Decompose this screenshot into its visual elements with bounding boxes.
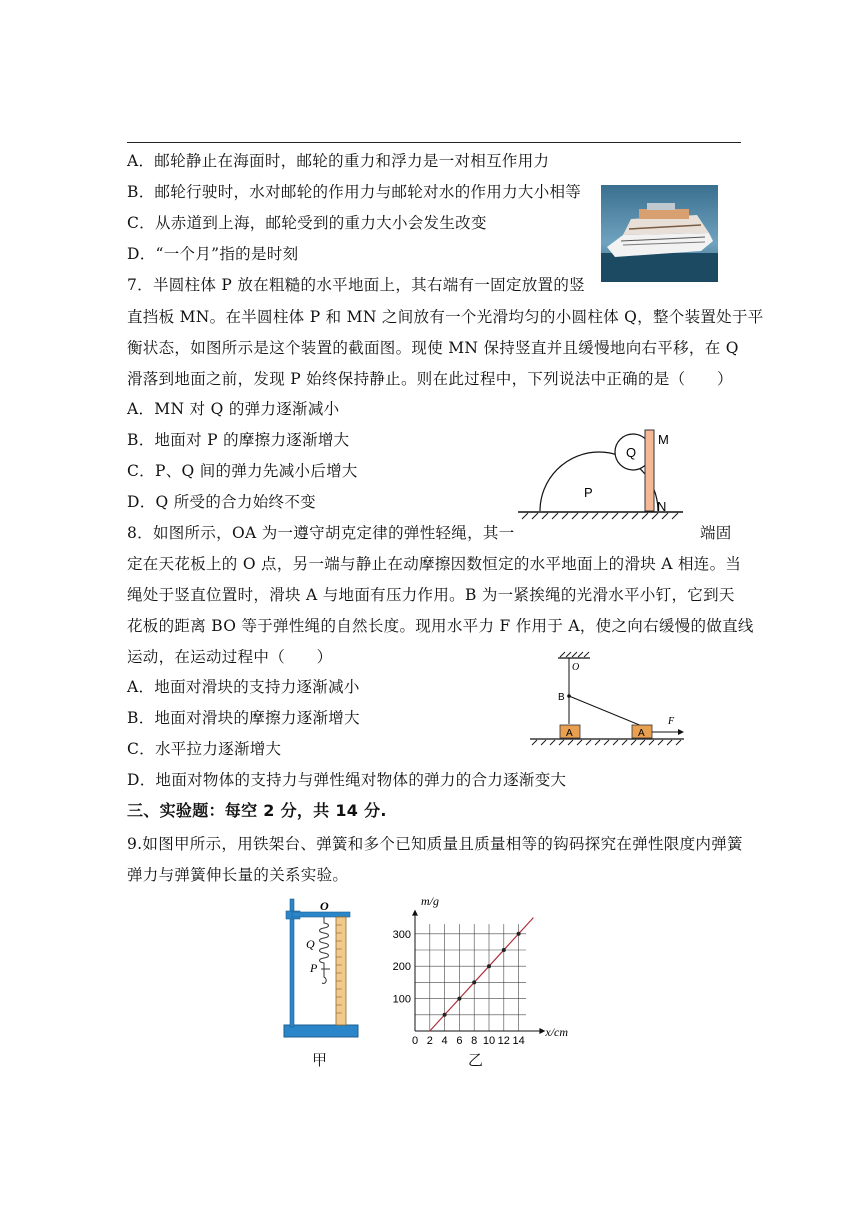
q8-option-d: D．地面对物体的支持力与弹性绳对物体的弹力的合力逐渐变大 xyxy=(127,771,567,789)
q7-stem-line1: 7．半圆柱体 P 放在粗糙的水平地面上，其右端有一固定放置的竖 xyxy=(127,276,585,294)
q6-option-a: A．邮轮静止在海面时，邮轮的重力和浮力是一对相互作用力 xyxy=(127,152,550,170)
label-q-stand: Q xyxy=(306,937,315,951)
data-point xyxy=(502,948,506,952)
hook xyxy=(322,969,326,983)
q8-figure xyxy=(528,650,688,746)
q8-stem-line2: 定在天花板上的 O 点，另一端与静止在动摩擦因数恒定的水平地面上的滑块 A 相连。当 xyxy=(127,555,742,573)
x-tick-label: 2 xyxy=(426,1035,433,1047)
q7-stem-line3: 衡状态，如图所示是这个装置的截面图。现使 MN 保持竖直并且缓慢地向右平移，在 Q xyxy=(127,339,739,357)
q8-stem-line4: 花板的距离 BO 等于弹性绳的自然长度。现用水平力 F 作用于 A，使之向右缓慢的做直线 xyxy=(127,617,754,635)
q7-figure xyxy=(518,425,688,521)
data-point xyxy=(457,997,461,1001)
q7-stem-line4: 滑落到地面之前，发现 P 始终保持静止。则在此过程中，下列说法中正确的是（ ） xyxy=(127,370,733,388)
label-a-right: A xyxy=(638,728,645,739)
label-o: O xyxy=(572,662,580,673)
stand-base xyxy=(284,1025,358,1037)
q8-stem-line1: 8．如图所示，OA 为一遵守胡克定律的弹性轻绳，其一 xyxy=(127,524,515,542)
caption-yi: 乙 xyxy=(468,1051,484,1069)
x-tick-label: 10 xyxy=(482,1035,496,1047)
q8-stem-line1-end: 端固 xyxy=(700,524,732,542)
mass-extension-chart xyxy=(385,893,595,1048)
label-o-stand: O xyxy=(320,899,329,913)
x-tick-label: 12 xyxy=(497,1035,510,1047)
label-p: P xyxy=(584,485,593,500)
q7-stem-line2: 直挡板 MN。在半圆柱体 P 和 MN 之间放有一个光滑均匀的小圆柱体 Q，整个装置处于平 xyxy=(127,308,764,326)
y-axis-arrowhead xyxy=(412,910,418,916)
label-b: B xyxy=(558,692,565,703)
ground-hatching xyxy=(522,513,678,519)
nail-b xyxy=(567,694,571,698)
q7-option-b: B．地面对 P 的摩擦力逐渐增大 xyxy=(127,431,350,449)
data-point xyxy=(487,964,491,968)
data-point xyxy=(472,980,476,984)
q7-option-d: D．Q 所受的合力始终不变 xyxy=(127,493,316,511)
q8-option-c: C．水平拉力逐渐增大 xyxy=(127,740,282,758)
y-tick-label: 300 xyxy=(392,928,411,941)
y-tick-label: 200 xyxy=(392,961,411,974)
spring xyxy=(320,917,329,969)
q9-stem-line1: 9.如图甲所示，用铁架台、弹簧和多个已知质量且质量相等的钩码探究在弹性限度内弹簧 xyxy=(127,835,743,853)
x-tick-label: 4 xyxy=(441,1035,448,1047)
baffle-mn xyxy=(645,430,654,511)
q6-option-b: B．邮轮行驶时，水对邮轮的作用力与邮轮对水的作用力大小相等 xyxy=(127,183,582,201)
label-q: Q xyxy=(626,445,637,460)
q9-stem-line2: 弹力与弹簧伸长量的关系实验。 xyxy=(127,866,349,884)
data-point xyxy=(517,932,521,936)
iron-stand-figure xyxy=(270,893,370,1043)
q7-option-a: A．MN 对 Q 的弹力逐渐减小 xyxy=(127,400,340,418)
x-axis-label: x/cm xyxy=(545,1025,569,1039)
force-f-arrowhead xyxy=(678,729,684,735)
label-f: F xyxy=(668,716,675,727)
label-a-left: A xyxy=(566,728,573,739)
x-tick-label: 6 xyxy=(456,1035,463,1047)
x-tick-label: 8 xyxy=(471,1035,478,1047)
data-point xyxy=(443,1013,447,1017)
section-3-title: 三、实验题：每空 2 分，共 14 分. xyxy=(127,801,387,820)
y-tick-label: 100 xyxy=(392,993,411,1006)
q6-option-c: C．从赤道到上海，邮轮受到的重力大小会发生改变 xyxy=(127,214,487,232)
label-p-stand: P xyxy=(310,961,318,975)
cruise-ship-photo xyxy=(601,185,718,282)
q7-option-c: C．P、Q 间的弹力先减小后增大 xyxy=(127,462,358,480)
label-m: M xyxy=(658,432,669,447)
header-rule xyxy=(127,142,741,143)
floor-hatching xyxy=(532,740,681,745)
x-tick-label: 14 xyxy=(512,1035,525,1047)
elastic-rope-stretched xyxy=(569,696,642,726)
q8-stem-line5: 运动，在运动过程中（ ） xyxy=(127,648,333,666)
label-n: N xyxy=(657,499,667,514)
x-tick-label: 0 xyxy=(411,1035,419,1047)
q8-option-b: B．地面对滑块的摩擦力逐渐增大 xyxy=(127,709,360,727)
q6-option-d: D．“一个月”指的是时刻 xyxy=(127,245,299,263)
caption-jia: 甲 xyxy=(312,1051,328,1069)
y-axis-label: m/g xyxy=(421,894,439,908)
ceiling-hatching xyxy=(560,652,589,657)
q8-option-a: A．地面对滑块的支持力逐渐减小 xyxy=(127,678,360,696)
q8-stem-line3: 绳处于竖直位置时，滑块 A 与地面有压力作用。B 为一紧挨绳的光滑水平小钉，它到天 xyxy=(127,586,735,604)
